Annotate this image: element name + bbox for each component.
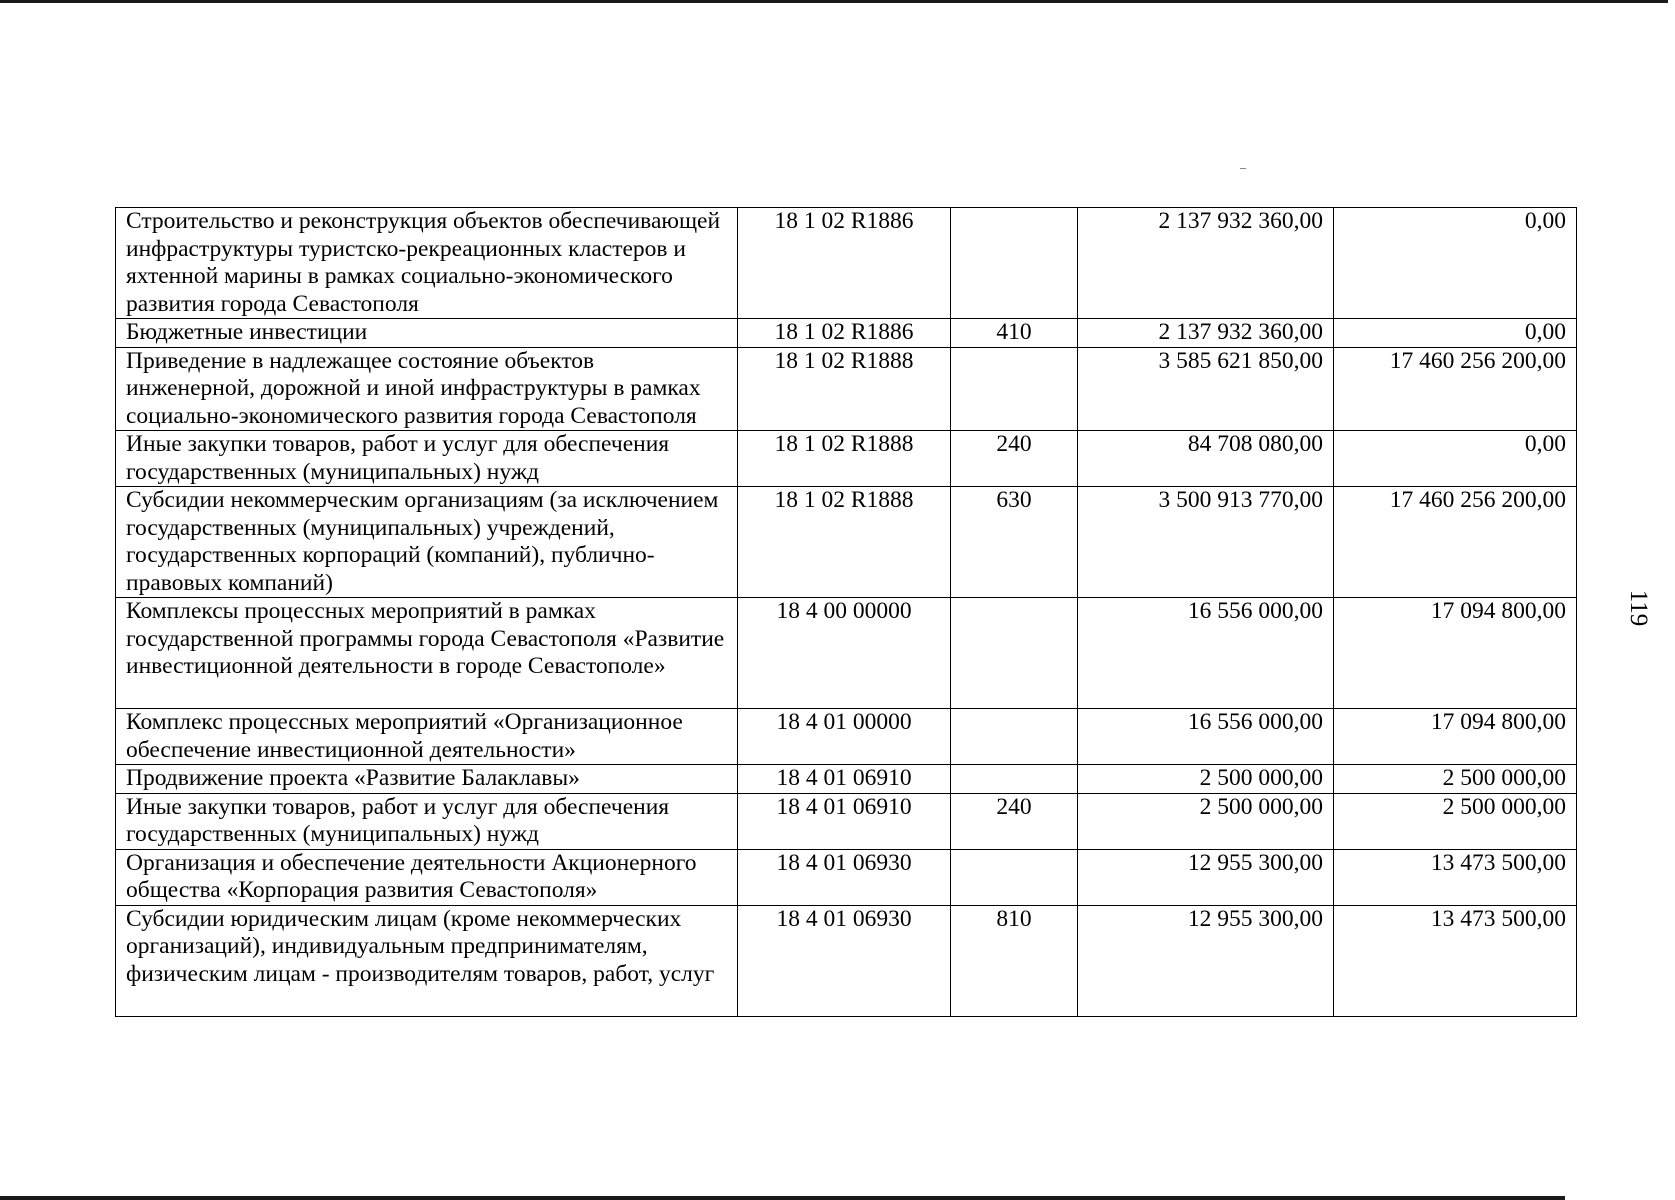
table-row: [116, 347, 1577, 431]
row-sum1-cell: 16 556 000,00: [1078, 709, 1334, 765]
row-code-cell: 18 1 02 R1886: [738, 208, 951, 319]
row-code-cell: 18 1 02 R1888: [738, 347, 951, 431]
row-kind-cell: [951, 849, 1078, 905]
row-sum1-cell: 2 137 932 360,00: [1078, 319, 1334, 348]
row-sum1-cell: 2 500 000,00: [1078, 765, 1334, 794]
row-kind-cell: [951, 765, 1078, 794]
row-sum1-cell: 12 955 300,00: [1078, 849, 1334, 905]
row-kind-cell: [951, 598, 1078, 709]
scan-top-edge: [0, 0, 1675, 3]
table-row: [116, 793, 1577, 849]
row-name-cell: Организация и обеспечение деятельности Акционерного общества «Корпорация развития Севастополя»: [116, 849, 738, 905]
row-name-cell: Бюджетные инвестиции: [116, 319, 738, 348]
row-name-cell: Приведение в надлежащее состояние объектов инженерной, дорожной и иной инфраструктуры в рамках социально-экономического развития города Севастополя: [116, 347, 738, 431]
row-sum2-cell: 17 460 256 200,00: [1334, 487, 1577, 598]
row-sum2-cell: 2 500 000,00: [1334, 793, 1577, 849]
row-kind-cell: 630: [951, 487, 1078, 598]
row-code-cell: 18 4 01 00000: [738, 709, 951, 765]
row-sum2-cell: 13 473 500,00: [1334, 849, 1577, 905]
row-sum2-cell: 17 094 800,00: [1334, 598, 1577, 709]
table-row: [116, 849, 1577, 905]
table-row: [116, 598, 1577, 709]
row-sum2-cell: 13 473 500,00: [1334, 905, 1577, 1016]
row-name-cell: Комплексы процессных мероприятий в рамках государственной программы города Севастополя «Развитие инвестиционной деятельности в городе Севастополе»: [116, 598, 738, 709]
row-code-cell: 18 4 01 06910: [738, 793, 951, 849]
row-kind-cell: [951, 347, 1078, 431]
scan-bottom-edge: [0, 1196, 1565, 1200]
row-code-cell: 18 4 01 06930: [738, 849, 951, 905]
page-number: 119: [1625, 589, 1652, 627]
row-sum1-cell: 2 137 932 360,00: [1078, 208, 1334, 319]
budget-table: [115, 207, 1577, 1017]
row-kind-cell: 410: [951, 319, 1078, 348]
row-sum1-cell: 3 585 621 850,00: [1078, 347, 1334, 431]
row-sum2-cell: 0,00: [1334, 319, 1577, 348]
row-sum1-cell: 12 955 300,00: [1078, 905, 1334, 1016]
row-code-cell: 18 1 02 R1888: [738, 487, 951, 598]
row-name-cell: Комплекс процессных мероприятий «Организационное обеспечение инвестиционной деятельности»: [116, 709, 738, 765]
table-row: [116, 319, 1577, 348]
row-code-cell: 18 1 02 R1886: [738, 319, 951, 348]
table-row: [116, 431, 1577, 487]
row-sum2-cell: 17 460 256 200,00: [1334, 347, 1577, 431]
row-code-cell: 18 4 00 00000: [738, 598, 951, 709]
row-kind-cell: [951, 709, 1078, 765]
row-sum2-cell: 2 500 000,00: [1334, 765, 1577, 794]
row-name-cell: Иные закупки товаров, работ и услуг для обеспечения государственных (муниципальных) нужд: [116, 793, 738, 849]
row-name-cell: Строительство и реконструкция объектов обеспечивающей инфраструктуры туристско-рекреационных кластеров и яхтенной марины в рамках социально-экономического развития города Севастополя: [116, 208, 738, 319]
scan-right-margin: [1668, 0, 1675, 1200]
table-row: [116, 709, 1577, 765]
row-sum2-cell: 17 094 800,00: [1334, 709, 1577, 765]
table-row: [116, 905, 1577, 1016]
row-kind-cell: 240: [951, 793, 1078, 849]
table-row: [116, 208, 1577, 319]
row-code-cell: 18 4 01 06910: [738, 765, 951, 794]
row-sum1-cell: 16 556 000,00: [1078, 598, 1334, 709]
row-sum1-cell: 2 500 000,00: [1078, 793, 1334, 849]
row-sum2-cell: 0,00: [1334, 431, 1577, 487]
row-sum2-cell: 0,00: [1334, 208, 1577, 319]
table-row: [116, 487, 1577, 598]
scan-speck: [1240, 168, 1246, 169]
row-kind-cell: 240: [951, 431, 1078, 487]
row-name-cell: Продвижение проекта «Развитие Балаклавы»: [116, 765, 738, 794]
row-kind-cell: [951, 208, 1078, 319]
table-row: [116, 765, 1577, 794]
row-name-cell: Субсидии некоммерческим организациям (за исключением государственных (муниципальных) учреждений, государственных корпораций (компаний), публично-правовых компаний): [116, 487, 738, 598]
row-sum1-cell: 84 708 080,00: [1078, 431, 1334, 487]
row-code-cell: 18 4 01 06930: [738, 905, 951, 1016]
row-name-cell: Иные закупки товаров, работ и услуг для обеспечения государственных (муниципальных) нужд: [116, 431, 738, 487]
row-code-cell: 18 1 02 R1888: [738, 431, 951, 487]
row-sum1-cell: 3 500 913 770,00: [1078, 487, 1334, 598]
row-kind-cell: 810: [951, 905, 1078, 1016]
row-name-cell: Субсидии юридическим лицам (кроме некоммерческих организаций), индивидуальным предпринимателям, физическим лицам - производителям товаров, работ, услуг: [116, 905, 738, 1016]
